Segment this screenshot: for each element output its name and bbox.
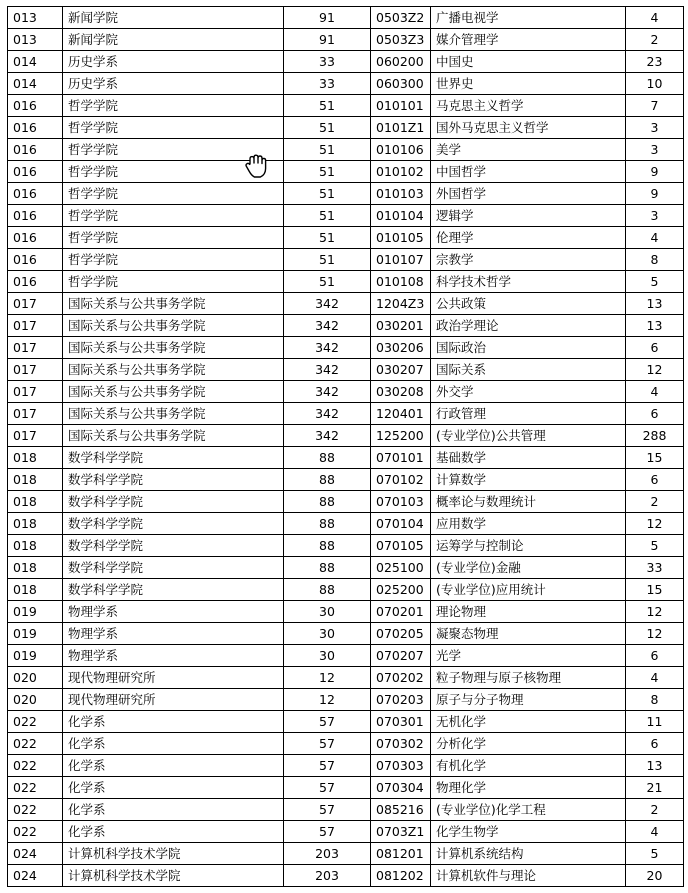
college-name: 国际关系与公共事务学院 [63,337,284,359]
college-code: 018 [8,579,63,601]
major-count: 4 [626,381,684,403]
college-name: 国际关系与公共事务学院 [63,293,284,315]
major-count: 2 [626,491,684,513]
table-row[interactable] [8,711,684,733]
major-code: 0503Z3 [371,29,431,51]
college-total: 57 [284,711,371,733]
college-name: 数学科学学院 [63,535,284,557]
college-name: 国际关系与公共事务学院 [63,315,284,337]
college-code: 018 [8,447,63,469]
major-name: 计算数学 [431,469,626,491]
table-row[interactable] [8,205,684,227]
major-name: 世界史 [431,73,626,95]
major-count: 4 [626,227,684,249]
college-name: 哲学学院 [63,205,284,227]
college-name: 现代物理研究所 [63,689,284,711]
college-code: 022 [8,799,63,821]
college-code: 017 [8,293,63,315]
college-name: 国际关系与公共事务学院 [63,403,284,425]
college-total: 12 [284,689,371,711]
college-name: 哲学学院 [63,183,284,205]
major-code: 010104 [371,205,431,227]
college-code: 017 [8,403,63,425]
table-row[interactable] [8,865,684,887]
college-name: 国际关系与公共事务学院 [63,359,284,381]
major-code: 070304 [371,777,431,799]
major-name: 马克思主义哲学 [431,95,626,117]
college-total: 342 [284,315,371,337]
college-name: 哲学学院 [63,227,284,249]
major-count: 20 [626,865,684,887]
college-code: 016 [8,161,63,183]
college-name: 现代物理研究所 [63,667,284,689]
major-code: 070104 [371,513,431,535]
table-row[interactable] [8,271,684,293]
major-name: 分析化学 [431,733,626,755]
college-name: 化学系 [63,821,284,843]
college-code: 017 [8,315,63,337]
major-code: 010102 [371,161,431,183]
major-code: 010108 [371,271,431,293]
college-code: 014 [8,51,63,73]
major-count: 15 [626,579,684,601]
major-name: 物理化学 [431,777,626,799]
college-name: 化学系 [63,799,284,821]
major-code: 025200 [371,579,431,601]
college-name: 化学系 [63,777,284,799]
major-code: 1204Z3 [371,293,431,315]
major-name: (专业学位)公共管理 [431,425,626,447]
major-code: 010107 [371,249,431,271]
college-total: 51 [284,249,371,271]
major-name: 凝聚态物理 [431,623,626,645]
major-name: 无机化学 [431,711,626,733]
major-name: 计算机软件与理论 [431,865,626,887]
college-code: 013 [8,29,63,51]
college-total: 342 [284,381,371,403]
major-count: 7 [626,95,684,117]
major-name: 外交学 [431,381,626,403]
major-name: 国外马克思主义哲学 [431,117,626,139]
college-code: 022 [8,755,63,777]
table-row[interactable] [8,755,684,777]
college-total: 12 [284,667,371,689]
college-code: 017 [8,425,63,447]
table-row[interactable] [8,557,684,579]
major-count: 12 [626,513,684,535]
table-row[interactable] [8,139,684,161]
college-name: 历史学系 [63,73,284,95]
major-count: 6 [626,403,684,425]
major-name: 原子与分子物理 [431,689,626,711]
major-code: 070302 [371,733,431,755]
college-code: 016 [8,183,63,205]
major-name: 美学 [431,139,626,161]
college-code: 019 [8,601,63,623]
college-code: 024 [8,865,63,887]
college-total: 342 [284,337,371,359]
major-count: 12 [626,623,684,645]
college-total: 88 [284,579,371,601]
college-total: 30 [284,623,371,645]
college-total: 57 [284,799,371,821]
major-code: 070105 [371,535,431,557]
college-name: 哲学学院 [63,117,284,139]
major-code: 070205 [371,623,431,645]
college-total: 51 [284,161,371,183]
major-count: 6 [626,469,684,491]
college-total: 88 [284,557,371,579]
college-name: 计算机科学技术学院 [63,843,284,865]
major-count: 4 [626,667,684,689]
major-count: 8 [626,249,684,271]
major-code: 030208 [371,381,431,403]
college-code: 022 [8,733,63,755]
major-name: 媒介管理学 [431,29,626,51]
college-code: 018 [8,513,63,535]
college-total: 30 [284,645,371,667]
major-count: 3 [626,117,684,139]
college-total: 203 [284,843,371,865]
major-code: 010101 [371,95,431,117]
college-name: 计算机科学技术学院 [63,865,284,887]
major-code: 085216 [371,799,431,821]
college-total: 51 [284,139,371,161]
table-row[interactable] [8,29,684,51]
college-code: 018 [8,469,63,491]
table-row[interactable] [8,403,684,425]
college-code: 022 [8,711,63,733]
admissions-table-body [8,7,684,887]
college-total: 342 [284,403,371,425]
table-row[interactable] [8,293,684,315]
college-code: 016 [8,227,63,249]
college-code: 022 [8,777,63,799]
college-code: 017 [8,337,63,359]
college-name: 化学系 [63,755,284,777]
major-code: 070303 [371,755,431,777]
major-count: 5 [626,843,684,865]
college-name: 国际关系与公共事务学院 [63,425,284,447]
major-name: 化学生物学 [431,821,626,843]
college-total: 91 [284,29,371,51]
table-row[interactable] [8,95,684,117]
college-total: 203 [284,865,371,887]
table-row[interactable] [8,667,684,689]
college-name: 哲学学院 [63,161,284,183]
major-code: 070202 [371,667,431,689]
table-row[interactable] [8,513,684,535]
college-code: 019 [8,623,63,645]
college-total: 51 [284,227,371,249]
table-row[interactable] [8,183,684,205]
college-code: 017 [8,381,63,403]
major-code: 081202 [371,865,431,887]
college-code: 020 [8,689,63,711]
major-code: 030201 [371,315,431,337]
table-row[interactable] [8,601,684,623]
college-total: 88 [284,469,371,491]
table-row[interactable] [8,425,684,447]
major-count: 13 [626,293,684,315]
table-row[interactable] [8,359,684,381]
major-code: 070102 [371,469,431,491]
major-code: 070301 [371,711,431,733]
major-count: 5 [626,271,684,293]
table-row[interactable] [8,161,684,183]
major-code: 125200 [371,425,431,447]
major-count: 9 [626,161,684,183]
college-code: 022 [8,821,63,843]
major-name: (专业学位)金融 [431,557,626,579]
major-count: 9 [626,183,684,205]
college-total: 57 [284,733,371,755]
table-row[interactable] [8,843,684,865]
major-code: 025100 [371,557,431,579]
major-name: 计算机系统结构 [431,843,626,865]
major-name: 有机化学 [431,755,626,777]
major-count: 15 [626,447,684,469]
college-name: 国际关系与公共事务学院 [63,381,284,403]
major-count: 4 [626,821,684,843]
major-code: 070203 [371,689,431,711]
major-count: 6 [626,337,684,359]
major-name: 基础数学 [431,447,626,469]
college-name: 哲学学院 [63,139,284,161]
college-name: 哲学学院 [63,271,284,293]
major-count: 8 [626,689,684,711]
major-code: 0503Z2 [371,7,431,29]
major-name: (专业学位)应用统计 [431,579,626,601]
college-code: 016 [8,205,63,227]
college-name: 历史学系 [63,51,284,73]
major-code: 070101 [371,447,431,469]
major-name: 国际政治 [431,337,626,359]
major-name: 中国哲学 [431,161,626,183]
major-count: 2 [626,29,684,51]
college-total: 91 [284,7,371,29]
college-total: 57 [284,755,371,777]
table-row[interactable] [8,733,684,755]
major-count: 3 [626,205,684,227]
table-row[interactable] [8,469,684,491]
table-row[interactable] [8,579,684,601]
major-code: 081201 [371,843,431,865]
major-count: 6 [626,645,684,667]
major-count: 33 [626,557,684,579]
major-count: 12 [626,359,684,381]
major-name: 逻辑学 [431,205,626,227]
college-total: 33 [284,73,371,95]
major-code: 010106 [371,139,431,161]
college-code: 016 [8,271,63,293]
major-name: 外国哲学 [431,183,626,205]
college-name: 数学科学学院 [63,491,284,513]
major-name: 伦理学 [431,227,626,249]
major-name: 行政管理 [431,403,626,425]
table-row[interactable] [8,51,684,73]
major-code: 0101Z1 [371,117,431,139]
major-count: 13 [626,315,684,337]
major-count: 3 [626,139,684,161]
college-code: 016 [8,249,63,271]
table-row[interactable] [8,799,684,821]
table-row[interactable] [8,227,684,249]
college-total: 342 [284,425,371,447]
table-row[interactable] [8,491,684,513]
college-code: 014 [8,73,63,95]
major-code: 030207 [371,359,431,381]
major-count: 12 [626,601,684,623]
college-total: 30 [284,601,371,623]
table-row[interactable] [8,623,684,645]
major-count: 6 [626,733,684,755]
major-name: 公共政策 [431,293,626,315]
major-count: 4 [626,7,684,29]
college-code: 019 [8,645,63,667]
major-count: 13 [626,755,684,777]
major-code: 070207 [371,645,431,667]
college-total: 51 [284,95,371,117]
major-name: 运筹学与控制论 [431,535,626,557]
major-name: 粒子物理与原子核物理 [431,667,626,689]
college-total: 51 [284,183,371,205]
college-total: 342 [284,293,371,315]
college-code: 018 [8,535,63,557]
major-code: 0703Z1 [371,821,431,843]
table-row[interactable] [8,689,684,711]
college-name: 化学系 [63,711,284,733]
major-count: 11 [626,711,684,733]
table-row[interactable] [8,381,684,403]
college-code: 020 [8,667,63,689]
college-total: 342 [284,359,371,381]
table-row[interactable] [8,821,684,843]
college-total: 57 [284,821,371,843]
major-code: 010103 [371,183,431,205]
major-name: 光学 [431,645,626,667]
college-code: 017 [8,359,63,381]
major-name: 中国史 [431,51,626,73]
table-row[interactable] [8,447,684,469]
college-total: 51 [284,271,371,293]
major-name: 广播电视学 [431,7,626,29]
college-name: 物理学系 [63,601,284,623]
major-code: 060200 [371,51,431,73]
college-total: 88 [284,447,371,469]
major-count: 5 [626,535,684,557]
college-name: 物理学系 [63,645,284,667]
major-name: (专业学位)化学工程 [431,799,626,821]
major-count: 2 [626,799,684,821]
college-total: 88 [284,513,371,535]
major-name: 国际关系 [431,359,626,381]
college-total: 57 [284,777,371,799]
college-code: 016 [8,95,63,117]
college-total: 33 [284,51,371,73]
college-name: 哲学学院 [63,249,284,271]
table-row[interactable] [8,535,684,557]
college-code: 016 [8,139,63,161]
major-code: 030206 [371,337,431,359]
college-name: 数学科学学院 [63,579,284,601]
major-name: 概率论与数理统计 [431,491,626,513]
major-code: 070201 [371,601,431,623]
college-name: 哲学学院 [63,95,284,117]
college-total: 88 [284,535,371,557]
college-total: 88 [284,491,371,513]
major-code: 060300 [371,73,431,95]
major-count: 288 [626,425,684,447]
table-row[interactable] [8,315,684,337]
college-total: 51 [284,205,371,227]
college-name: 数学科学学院 [63,447,284,469]
college-name: 数学科学学院 [63,557,284,579]
major-count: 10 [626,73,684,95]
table-row[interactable] [8,777,684,799]
college-name: 数学科学学院 [63,469,284,491]
college-code: 013 [8,7,63,29]
college-name: 物理学系 [63,623,284,645]
college-code: 024 [8,843,63,865]
major-code: 120401 [371,403,431,425]
table-row[interactable] [8,249,684,271]
major-name: 政治学理论 [431,315,626,337]
college-name: 新闻学院 [63,29,284,51]
table-row[interactable] [8,337,684,359]
major-name: 应用数学 [431,513,626,535]
major-count: 23 [626,51,684,73]
table-row[interactable] [8,117,684,139]
major-name: 宗教学 [431,249,626,271]
college-code: 016 [8,117,63,139]
college-total: 51 [284,117,371,139]
table-row[interactable] [8,7,684,29]
major-name: 理论物理 [431,601,626,623]
college-code: 018 [8,557,63,579]
major-code: 010105 [371,227,431,249]
college-name: 数学科学学院 [63,513,284,535]
college-name: 化学系 [63,733,284,755]
table-row[interactable] [8,645,684,667]
college-name: 新闻学院 [63,7,284,29]
college-code: 018 [8,491,63,513]
admissions-table [7,6,684,887]
major-count: 21 [626,777,684,799]
major-name: 科学技术哲学 [431,271,626,293]
major-code: 070103 [371,491,431,513]
table-row[interactable] [8,73,684,95]
